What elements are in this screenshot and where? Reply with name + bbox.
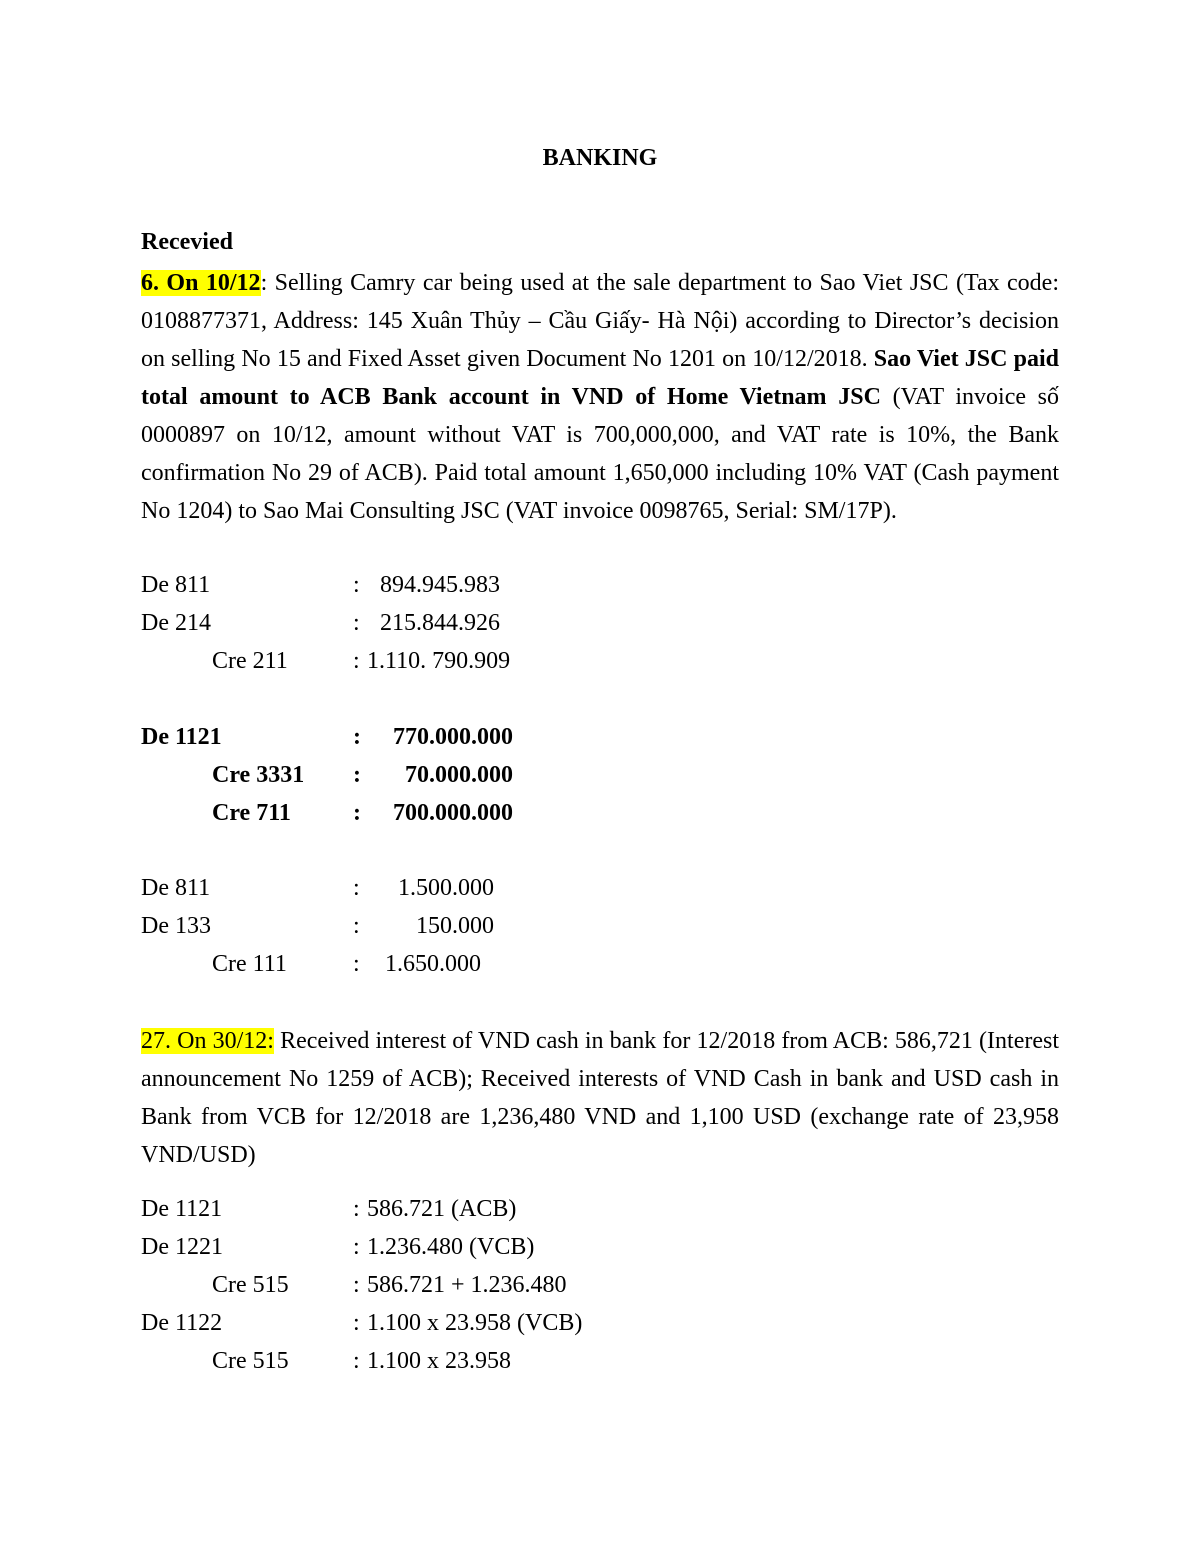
amount: 1.110. 790.909	[367, 648, 511, 674]
document-title: BANKING	[542, 145, 658, 171]
amount: 1.500.000	[398, 875, 494, 901]
transaction-6-text: : Selling Camry car being used at the sale department to Sao Viet JSC (Tax code: 0108877371, Address: 145 Xuân Thủy – Cầu Giấy- Hà Nội) according to Director’s decision on selling No 15 and Fixed Asset given Document No 1201 on 10/12/2018.	[141, 270, 1060, 372]
journal-entry	[141, 1342, 641, 1380]
account: De 133	[141, 913, 211, 939]
journal-entry	[141, 756, 641, 794]
journal-entry	[141, 566, 641, 604]
amount: 215.844.926	[380, 610, 500, 636]
amount: 150.000	[416, 913, 494, 939]
amount: 1.236.480 (VCB)	[367, 1234, 535, 1260]
amount: 1.650.000	[385, 951, 481, 977]
colon: :	[353, 762, 361, 788]
colon: :	[353, 1272, 360, 1298]
journal-entry	[141, 945, 641, 983]
colon: :	[353, 724, 361, 750]
journal-entry	[141, 1190, 641, 1228]
colon: :	[353, 572, 360, 598]
account: De 1121	[141, 724, 222, 750]
transaction-6-description	[141, 264, 1059, 530]
journal-entry	[141, 1266, 641, 1304]
journal-entry	[141, 869, 641, 907]
account: Cre 515	[212, 1272, 289, 1298]
transaction-27-text: Received interest of VND cash in bank for 12/2018 from ACB: 586,721 (Interest announcement No 1259 of ACB); Received interests of VND Cash in bank and USD cash in Bank from VCB for 12/2018 are 1,236,480 VND and 1,100 USD (exchange rate of 23,958 VND/USD)	[141, 1028, 1060, 1168]
amount: 770.000.000	[393, 724, 513, 750]
account: Cre 211	[212, 648, 288, 674]
colon: :	[353, 610, 360, 636]
transaction-6-bold-text: Sao Viet JSC paid total amount to ACB Bank account in VND of Home Vietnam JSC	[141, 346, 1059, 410]
journal-entry	[141, 1228, 641, 1266]
colon: :	[353, 1348, 360, 1374]
colon: :	[353, 1234, 360, 1260]
colon: :	[353, 951, 360, 977]
journal-entry	[141, 1304, 641, 1342]
account: De 811	[141, 875, 211, 901]
journal-entry	[141, 718, 641, 756]
journal-entry	[141, 604, 641, 642]
account: De 1121	[141, 1196, 223, 1222]
account: Cre 3331	[212, 762, 305, 788]
account: De 811	[141, 572, 211, 598]
colon: :	[353, 1310, 360, 1336]
account: Cre 711	[212, 800, 291, 826]
account: De 214	[141, 610, 211, 636]
colon: :	[353, 648, 360, 674]
account: De 1221	[141, 1234, 223, 1260]
transaction-27-number: 27. On 30/12:	[141, 1028, 274, 1054]
amount: 894.945.983	[380, 572, 500, 598]
amount: 700.000.000	[393, 800, 513, 826]
amount: 586.721 (ACB)	[367, 1196, 517, 1222]
colon: :	[353, 1196, 360, 1222]
transaction-6-number: 6. On 10/12	[141, 270, 261, 296]
amount: 586.721 + 1.236.480	[367, 1272, 567, 1298]
account: Cre 515	[212, 1348, 289, 1374]
account: Cre 111	[212, 951, 287, 977]
account: De 1122	[141, 1310, 223, 1336]
colon: :	[353, 913, 360, 939]
journal-entry	[141, 794, 641, 832]
colon: :	[353, 800, 361, 826]
amount: 70.000.000	[405, 762, 513, 788]
colon: :	[353, 875, 360, 901]
journal-entry	[141, 642, 641, 680]
amount: 1.100 x 23.958 (VCB)	[367, 1310, 583, 1336]
transaction-6-text-continued: (VAT invoice số 0000897 on 10/12, amount without VAT is 700,000,000, and VAT rate is 10%, the Bank confirmation No 29 of ACB). Paid total amount 1,650,000 including 10% VAT (Cash payment No 1204) to Sao Mai Consulting JSC (VAT invoice 0098765, Serial: SM/17P).	[141, 384, 1060, 524]
journal-entry	[141, 907, 641, 945]
amount: 1.100 x 23.958	[367, 1348, 511, 1374]
section-heading: Recevied	[141, 229, 233, 255]
transaction-27-description	[141, 1022, 1059, 1174]
